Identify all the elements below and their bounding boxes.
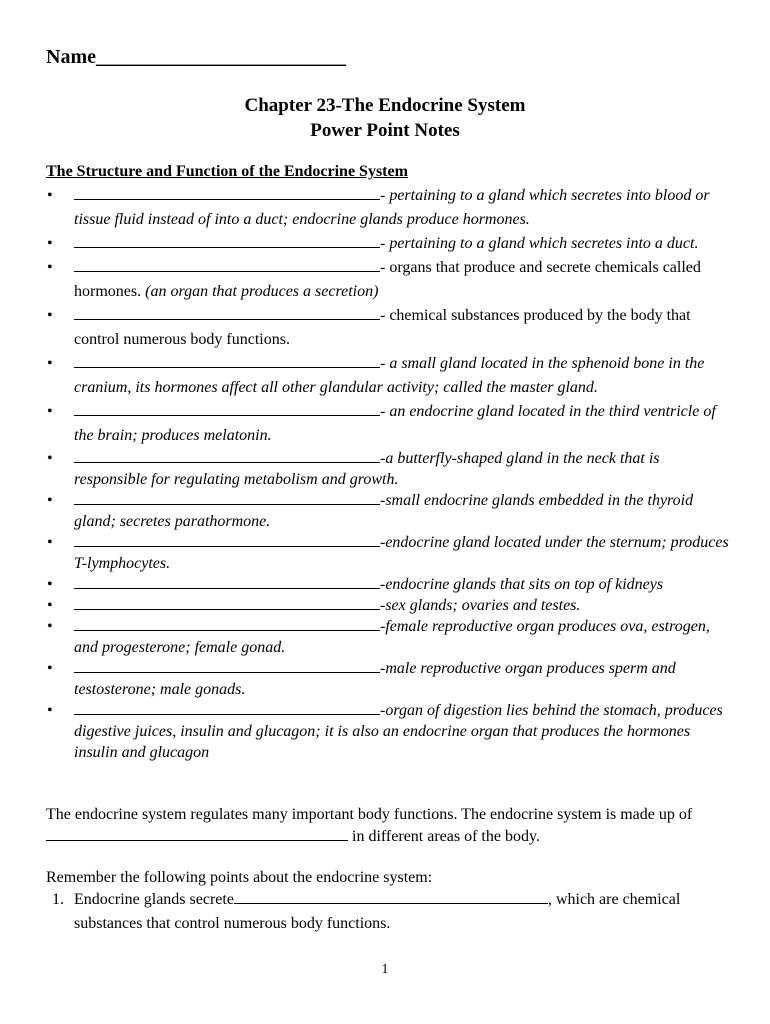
page-title: Chapter 23-The Endocrine System (244, 95, 526, 116)
paragraph-endocrine-system (46, 804, 736, 848)
bullet-icon: • (47, 597, 53, 614)
page-subtitle: Power Point Notes (310, 120, 460, 141)
bullet-icon: • (47, 355, 53, 372)
list-item (0, 658, 770, 700)
list-item (0, 352, 770, 400)
bullet-icon: • (47, 702, 53, 719)
answer-blank[interactable] (74, 700, 380, 715)
definition-text: -sex glands; ovaries and testes. (380, 597, 581, 614)
bullet-icon: • (47, 259, 53, 276)
answer-blank[interactable] (74, 233, 380, 248)
bullet-icon: • (47, 576, 53, 593)
point-text: Endocrine glands secrete (74, 891, 234, 908)
answer-blank[interactable] (74, 305, 380, 320)
definition-text: -organ of digestion lies behind the stomach, produces digestive juices, insulin and glucagon; it is also an endocrine organ that produces the hormones insulin and glucagon (74, 702, 723, 761)
name-field (46, 46, 346, 69)
list-item (0, 532, 770, 574)
answer-blank[interactable] (74, 490, 380, 505)
name-blank[interactable]: _________________________ (95, 46, 346, 68)
definition-text: - chemical substances produced by the body that control numerous body functions. (74, 307, 691, 348)
page-number: 1 (381, 962, 389, 977)
bullet-icon: • (47, 307, 53, 324)
answer-blank[interactable] (74, 448, 380, 463)
definition-note: (an organ that produces a secretion) (145, 283, 379, 300)
point-number: 1. (52, 891, 64, 908)
answer-blank[interactable] (74, 616, 380, 631)
numbered-point (0, 888, 770, 936)
points-list (0, 888, 770, 936)
name-label: Name (46, 46, 96, 68)
answer-blank[interactable] (234, 889, 548, 904)
list-item (0, 448, 770, 490)
list-item (0, 184, 770, 232)
bullet-icon: • (47, 187, 53, 204)
bullet-icon: • (47, 450, 53, 467)
list-item (0, 574, 770, 595)
list-item (0, 616, 770, 658)
answer-blank[interactable] (46, 826, 348, 841)
point-text: , which are chemical substances that control numerous body functions. (74, 891, 681, 932)
answer-blank[interactable] (74, 574, 380, 589)
list-item (0, 490, 770, 532)
paragraph-text: The endocrine system regulates many important body functions. The endocrine system is made up of (46, 806, 693, 823)
definition-list (0, 184, 770, 763)
bullet-icon: • (47, 534, 53, 551)
definition-text: -small endocrine glands embedded in the thyroid gland; secretes parathormone. (74, 492, 694, 530)
answer-blank[interactable] (74, 532, 380, 547)
bullet-icon: • (47, 492, 53, 509)
paragraph-remember: Remember the following points about the endocrine system: (46, 869, 433, 886)
answer-blank[interactable] (74, 401, 380, 416)
list-item (0, 400, 770, 448)
answer-blank[interactable] (74, 658, 380, 673)
definition-text: - a small gland located in the sphenoid bone in the cranium, its hormones affect all other glandular activity; called the master gland. (74, 355, 705, 396)
answer-blank[interactable] (74, 353, 380, 368)
definition-text: -endocrine glands that sits on top of kidneys (380, 576, 664, 593)
answer-blank[interactable] (74, 595, 380, 610)
answer-blank[interactable] (74, 257, 380, 272)
bullet-icon: • (47, 618, 53, 635)
answer-blank[interactable] (74, 185, 380, 200)
definition-text: -endocrine gland located under the sternum; produces T-lymphocytes. (74, 534, 729, 572)
list-item (0, 304, 770, 352)
list-item (0, 595, 770, 616)
definition-text: - organs that produce and secrete chemicals called hormones. (74, 259, 701, 300)
definition-text: - pertaining to a gland which secretes into blood or tissue fluid instead of into a duct; endocrine glands produce hormones. (74, 187, 710, 228)
list-item (0, 232, 770, 256)
bullet-icon: • (47, 660, 53, 677)
definition-text: -a butterfly-shaped gland in the neck that is responsible for regulating metabolism and growth. (74, 450, 660, 488)
definition-text: - pertaining to a gland which secretes into a duct. (380, 235, 699, 252)
paragraph-text: in different areas of the body. (348, 828, 540, 845)
section-heading: The Structure and Function of the Endocrine System (46, 163, 408, 180)
definition-text: -female reproductive organ produces ova, estrogen, and progesterone; female gonad. (74, 618, 710, 656)
definition-text: -male reproductive organ produces sperm and testosterone; male gonads. (74, 660, 676, 698)
list-item (0, 700, 770, 763)
bullet-icon: • (47, 403, 53, 420)
definition-text: - an endocrine gland located in the third ventricle of the brain; produces melatonin. (74, 403, 716, 444)
list-item (0, 256, 770, 304)
bullet-icon: • (47, 235, 53, 252)
